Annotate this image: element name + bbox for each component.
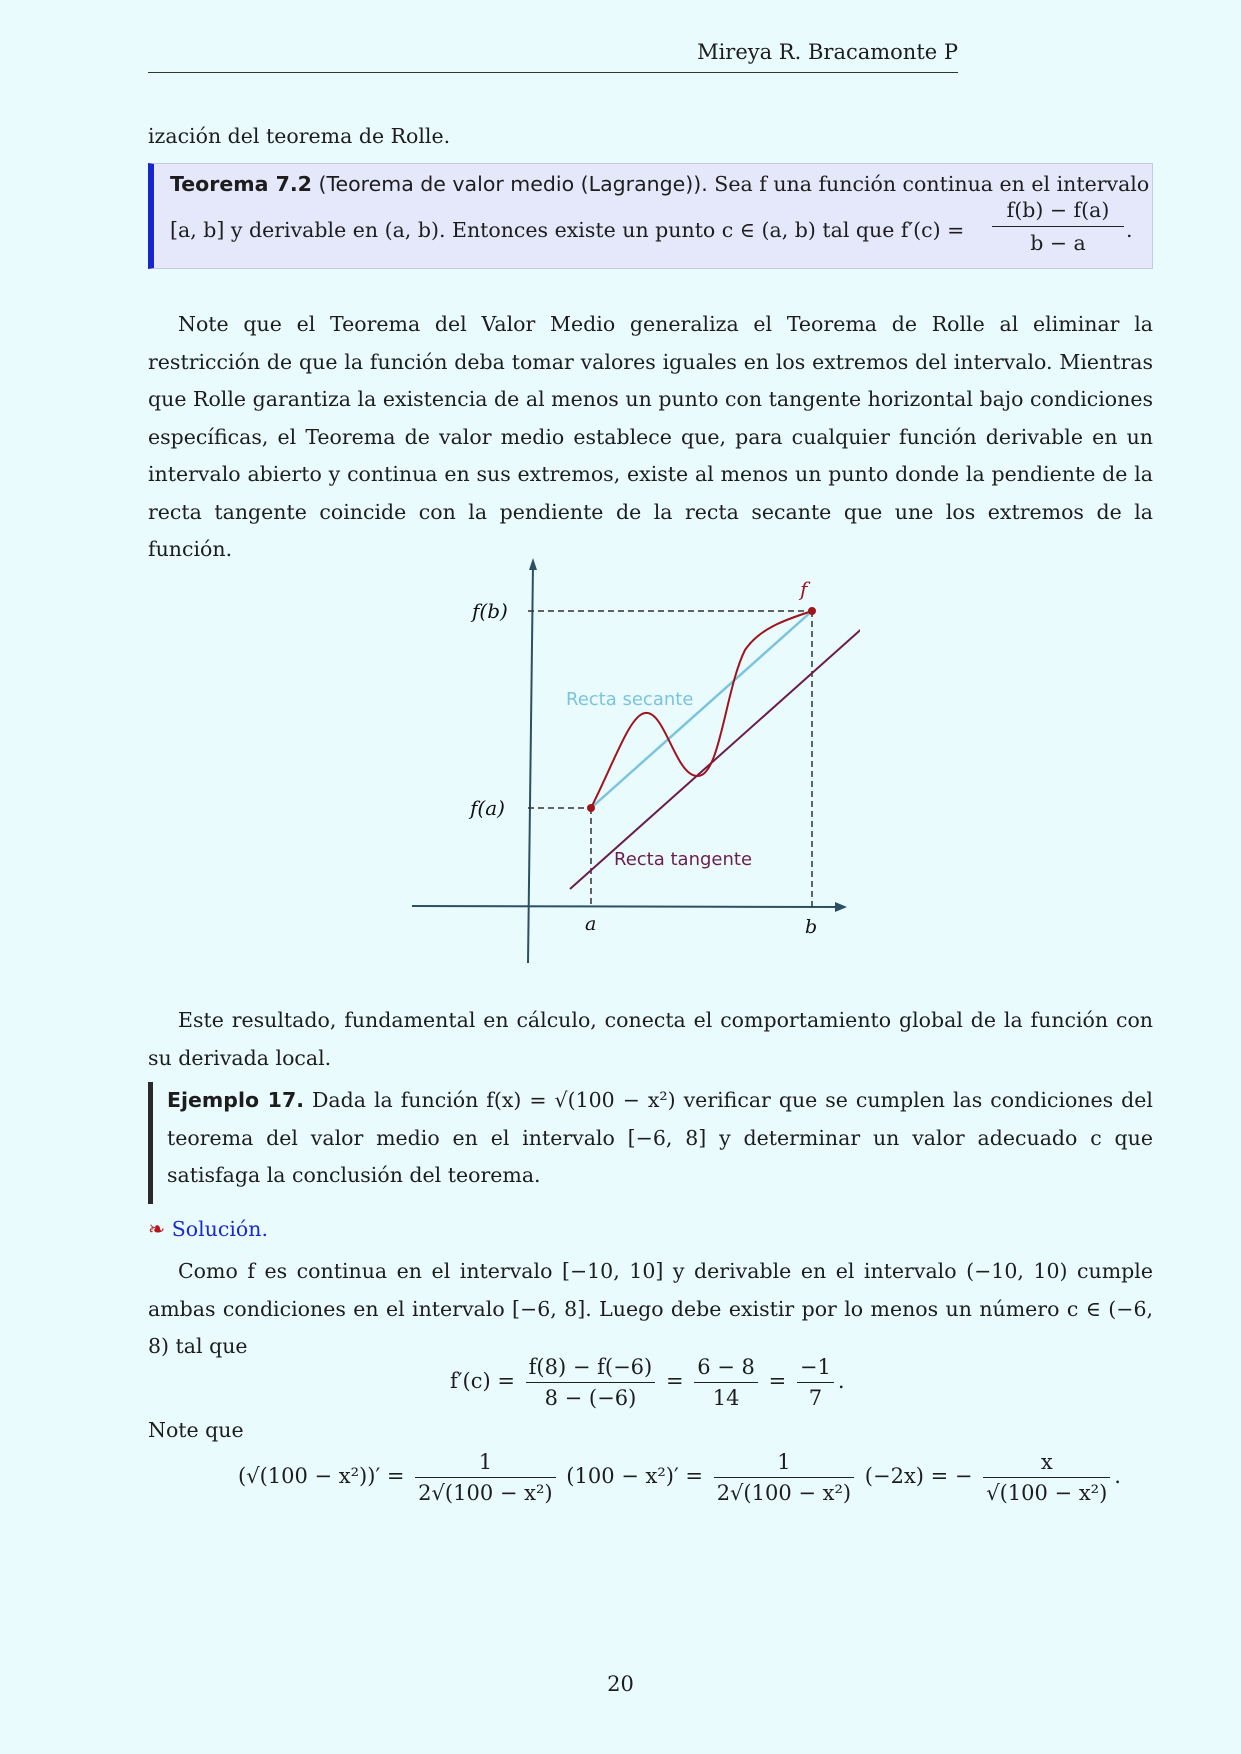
equation-1: f′(c) = $\frac{f(8) - f(-6)}{8 - (-6)}$ = $\frac{6 - 8}{14}$ = $\frac{-1}{7}$ . [450,1355,845,1410]
eq1-frac-3-den: 7 [808,1386,823,1410]
theorem-fraction [992,198,1124,255]
eq2-frac-1-num: 1 [415,1450,555,1478]
eq2-mid: (100 − x²)′ = [566,1464,703,1488]
theorem-box [148,163,1153,269]
eq1-frac-2-den: 14 [712,1386,740,1410]
eq1-frac-2 [694,1355,758,1410]
eq1-frac-1 [526,1355,656,1410]
theorem-label: Teorema 7.2 [170,172,312,196]
intro-line: ización del teorema de Rolle. [148,124,451,148]
theorem-name: (Teorema de valor medio (Lagrange)). [318,172,708,196]
y-axis [528,565,533,963]
eq1-frac-3 [797,1355,834,1410]
eq2-frac-1-den: 2√(100 − x²) [418,1481,553,1505]
label-f: f [800,577,808,601]
label-a: a [585,913,597,935]
eq1-frac-2-num: 6 − 8 [694,1355,758,1383]
solution-label: Solución. [171,1217,268,1241]
label-fa: f(a) [470,796,505,820]
running-header: Mireya R. Bracamonte P [148,40,958,73]
point-fb [808,607,816,615]
eq1-frac-1-den: 8 − (−6) [544,1386,637,1410]
tangent-line [570,608,860,889]
eq2-frac-1 [415,1450,555,1505]
label-fb: f(b) [472,599,508,623]
solution-paragraph [148,1253,1153,1366]
paragraph-1-text: Note que el Teorema del Valor Medio generaliza el Teorema de Rolle al eliminar la restricción de que la función deba tomar valores iguales en los extremos del intervalo. Mientras que Rolle garantiza la existencia de al menos un punto con tangente horizontal bajo condiciones específicas, el Teorema de valor medio establece que, para cualquier función derivable en un intervalo abierto y continua en sus extremos, existe al menos un punto donde la pendiente de la recta tangente coincide con la pendiente de la recta secante que une los extremos de la función. [148,312,1153,561]
theorem-frac-den: b − a [1030,231,1086,255]
eq1-lhs: f′(c) = [450,1369,515,1393]
eq1-frac-1-num: f(8) − f(−6) [526,1355,656,1383]
x-axis [412,906,840,907]
solution-heading [148,1217,268,1241]
theorem-frac-num: f(b) − f(a) [992,198,1124,227]
label-b: b [805,916,818,938]
theorem-text-1: Sea f una función continua en el intervalo [714,172,1150,196]
theorem-text-2: [a, b] y derivable en (a, b). Entonces existe un punto c ∈ (a, b) tal que f′(c) = [170,218,965,242]
paragraph-1 [148,306,1153,569]
example-text: Dada la función f(x) = √(100 − x²) verificar que se cumplen las condiciones del teorema del valor medio en el intervalo [−6, 8] y determinar un valor adecuado c que satisfaga la conclusión del teorema. [167,1088,1153,1187]
eq2-frac-2-den: 2√(100 − x²) [716,1481,852,1505]
label-secant: Recta secante [566,689,694,710]
paragraph-2-text: Este resultado, fundamental en cálculo, conecta el comportamiento global de la función con su derivada local. [148,1008,1153,1070]
mean-value-figure [400,550,860,970]
eq2-mid2: (−2x) = − [864,1464,973,1488]
equation-2: (√(100 − x²))′ = $\frac{1}{\text{2√(100 − x²)}}$ (100 − x²)′ = $\frac{1}{\text{2√(100 − x²)}}$ (−2x) = − $\frac{x}{\text{√(100 − x²)}}$ . [238,1450,1121,1505]
example-box [148,1082,1153,1204]
y-axis-arrow [529,558,537,570]
eq1-frac-3-num: −1 [797,1355,834,1383]
x-axis-arrow [835,902,847,912]
eq2-frac-3-den: √(100 − x²) [986,1481,1108,1505]
point-fa [587,804,595,812]
fleuron-icon: ❧ [148,1217,166,1241]
paragraph-2 [148,1002,1153,1077]
eq2-frac-3-num: x [983,1450,1110,1478]
theorem-end: . [1126,218,1133,242]
eq2-lhs: (√(100 − x²))′ = [238,1464,405,1488]
label-tangent: Recta tangente [614,849,753,870]
eq2-frac-2 [714,1450,854,1505]
eq2-frac-3 [983,1450,1110,1505]
theorem-line-1 [170,172,1149,196]
example-label: Ejemplo 17. [167,1088,304,1112]
eq2-frac-2-num: 1 [714,1450,854,1478]
note-que: Note que [148,1418,244,1442]
page-number: 20 [607,1672,634,1696]
solution-text: Como f es continua en el intervalo [−10, 10] y derivable en el intervalo (−10, 10) cumple ambas condiciones en el intervalo [−6, 8]. Luego debe existir por lo menos un número c ∈ (−6, 8) tal que [148,1259,1153,1358]
